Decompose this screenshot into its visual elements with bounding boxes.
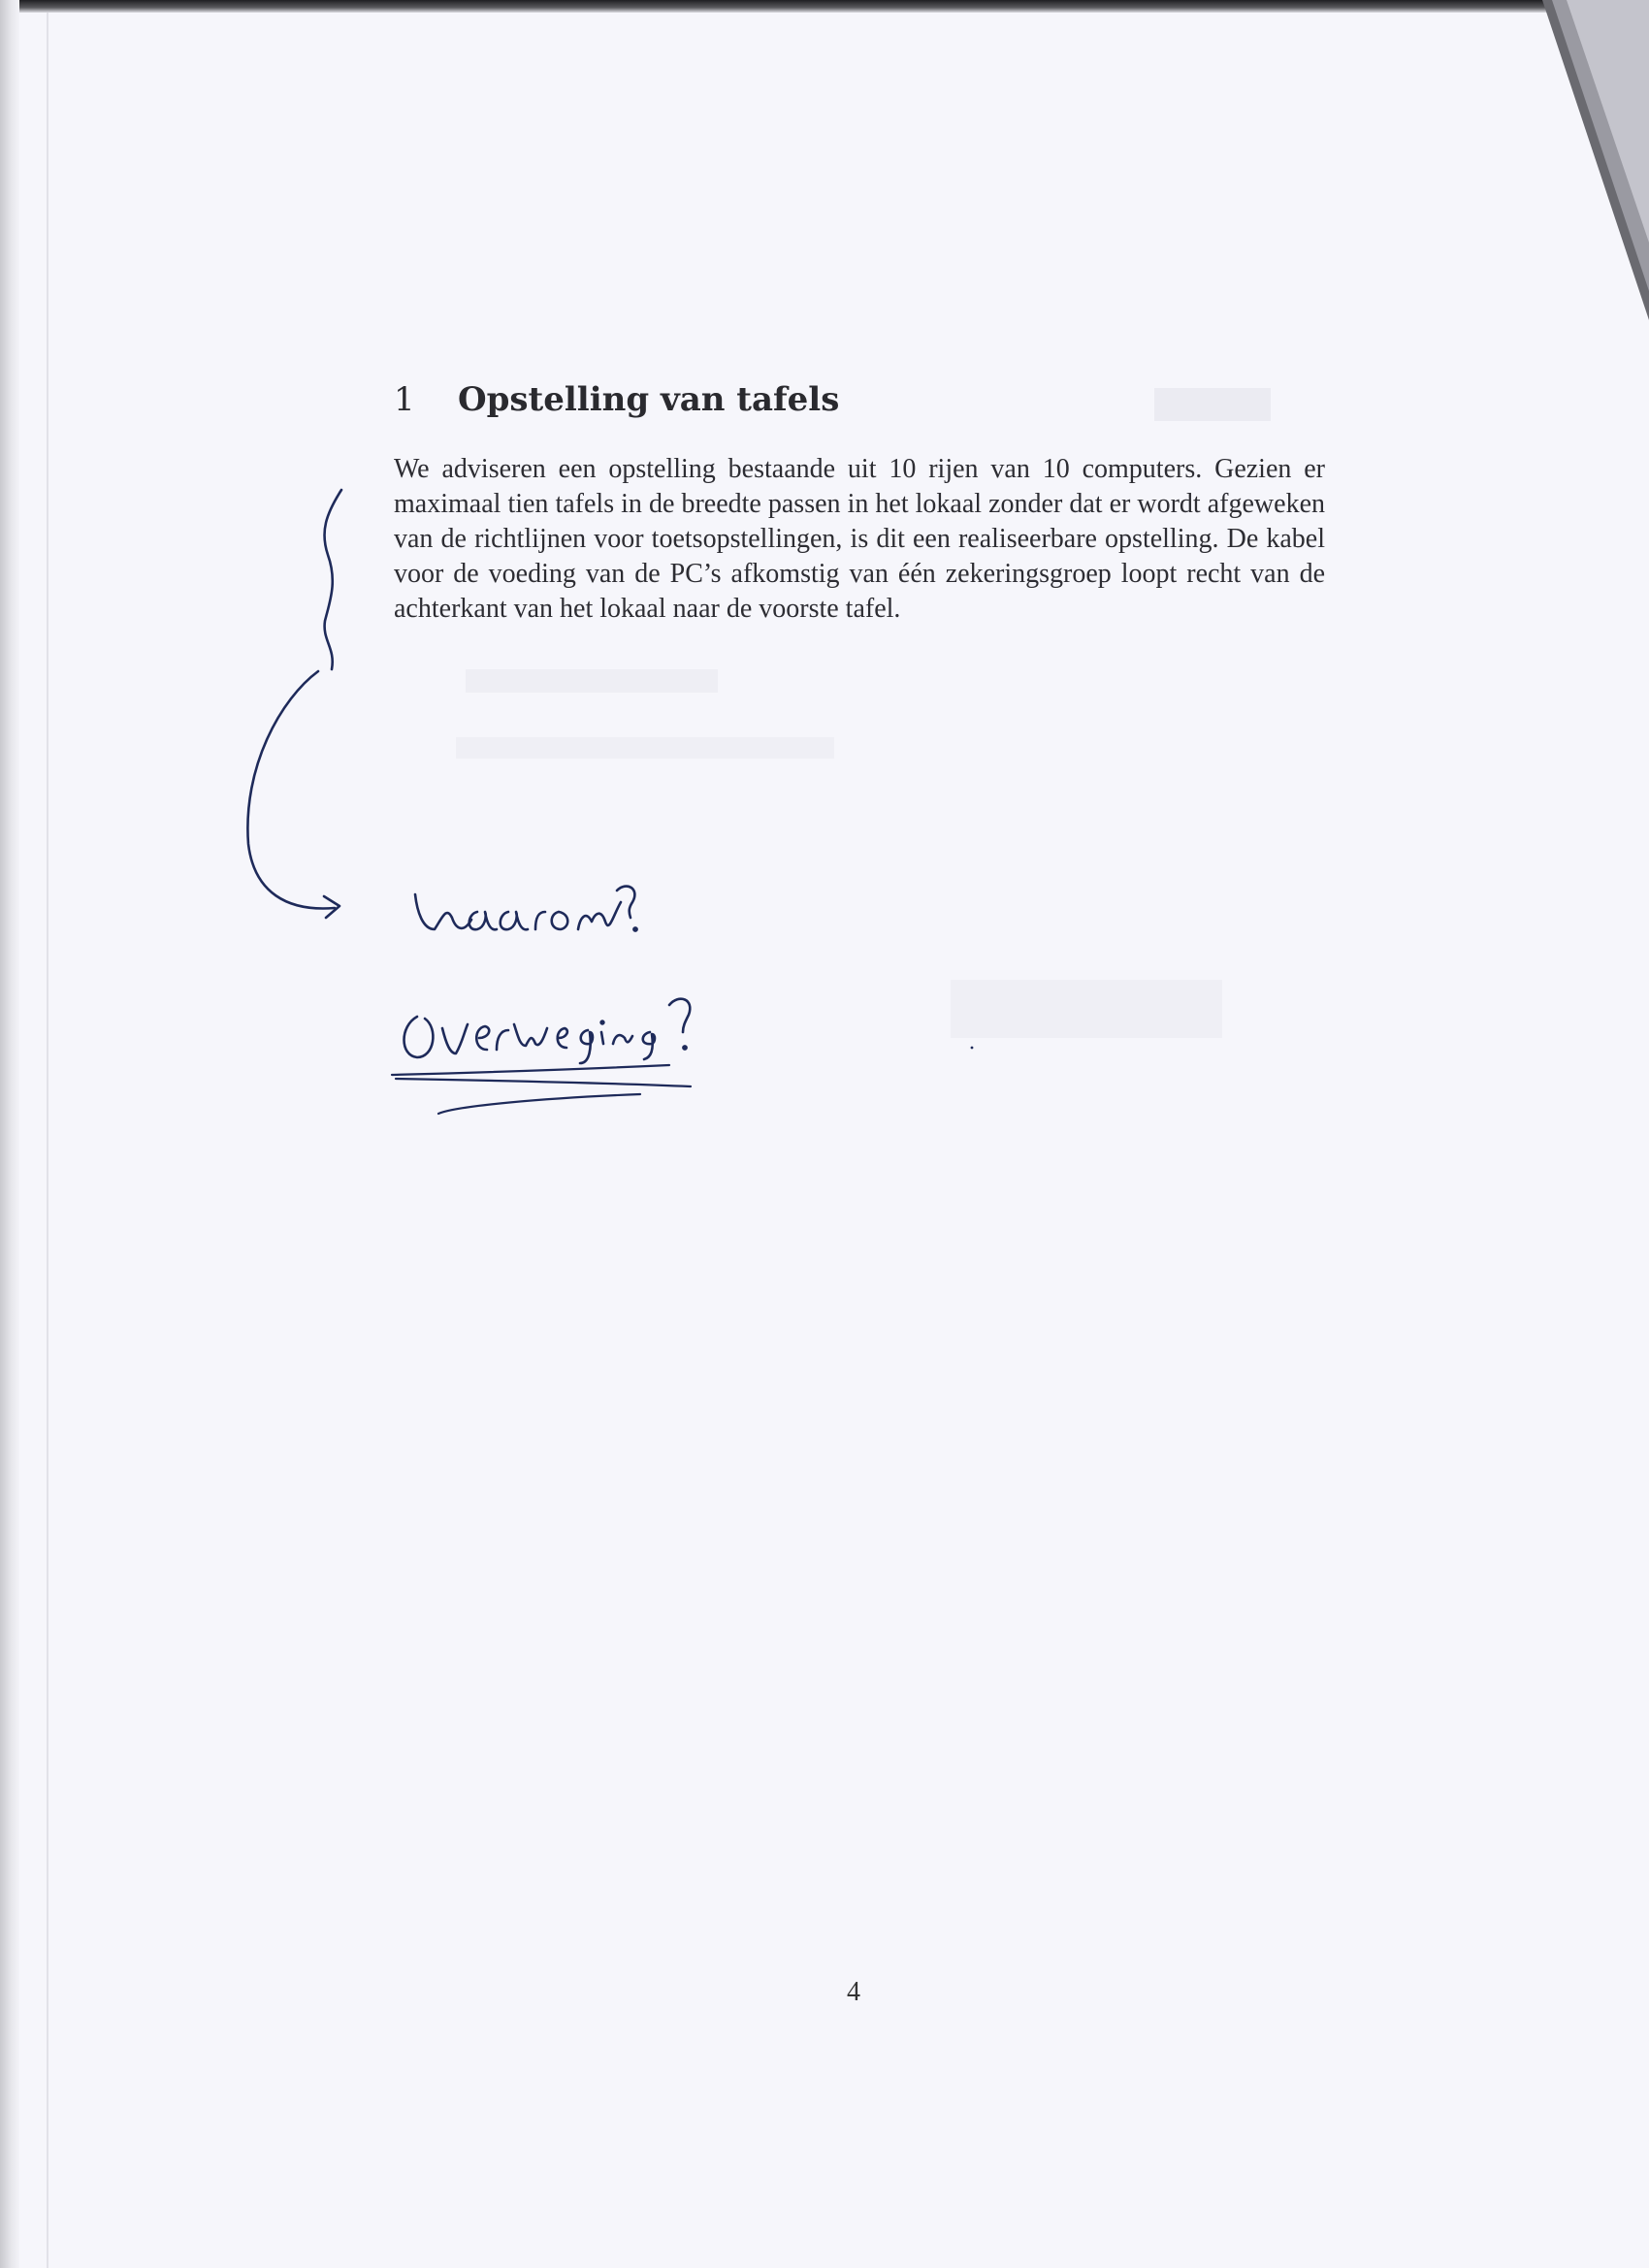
curly-brace-mark bbox=[324, 490, 341, 669]
page-number: 4 bbox=[847, 1977, 860, 2007]
handwritten-note-overwegingen bbox=[404, 999, 691, 1063]
body-paragraph: We adviseren een opstelling bestaande uit 10 rijen van 10 computers. Gezien er maximaal tien tafels in de breedte passen in het lokaal zonder dat er wordt afgeweken van de richtlijnen voor toetsopstellingen, is dit een realiseerbare opstelling. De kabel voor de voeding van de PC’s afkomstig van één zekeringsgroep loopt recht van de achterkant van het lokaal naar de voorste tafel. bbox=[394, 454, 1325, 624]
section-title: Opstelling van tafels bbox=[458, 380, 840, 419]
ink-speck bbox=[971, 1047, 974, 1050]
handwritten-note-waarom bbox=[415, 887, 637, 931]
underline-strokes bbox=[392, 1065, 691, 1114]
curved-arrow-mark bbox=[247, 671, 335, 908]
section-number: 1 bbox=[394, 380, 415, 419]
